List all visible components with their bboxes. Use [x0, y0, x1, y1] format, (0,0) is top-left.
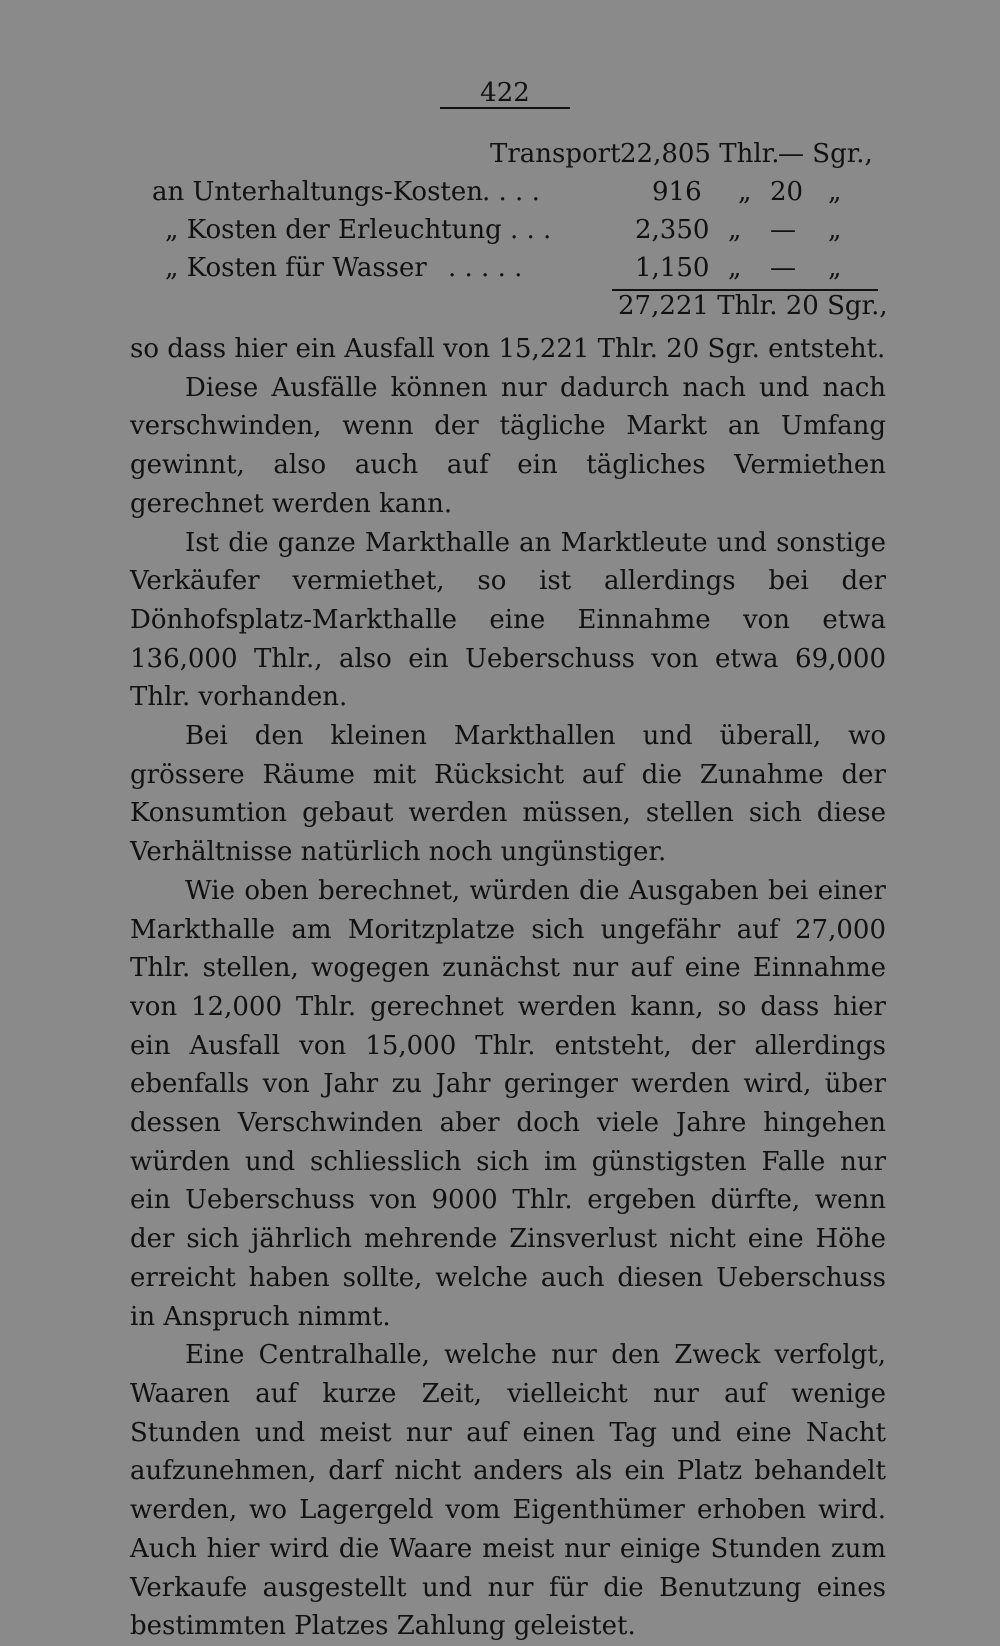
transport-thlr: 22,805 Thlr. [620, 139, 780, 169]
transport-sgr: — Sgr., [778, 139, 873, 169]
expense-label: an Unterhaltungs-Kosten [152, 177, 484, 207]
expense-total: 27,221 Thlr. 20 Sgr., [618, 291, 888, 321]
ditto-mark: „ [828, 215, 842, 245]
ditto-mark: „ [828, 253, 842, 283]
sum-rule [612, 289, 878, 291]
ditto-mark: „ [728, 215, 742, 245]
body-text [130, 330, 886, 1646]
total-row [130, 287, 890, 325]
paragraph: Eine Centralhalle, welche nur den Zweck verfolgt, Waaren auf kurze Zeit, vielleicht nur auf wenige Stunden und meist nur auf einen Tag und eine Nacht aufzunehmen, darf nicht anders als ein Platz behandelt werden, wo Lagergeld vom Eigenthümer erhoben wird. Auch hier wird die Waare meist nur einige Stunden zum Verkaufe ausgestellt und nur für die Benutzung eines bestimmten Platzes Zahlung geleistet. [130, 1340, 886, 1642]
paragraph: Diese Ausfälle können nur dadurch nach und nach verschwinden, wenn der tägliche Markt an Umfang gewinnt, also auch auf ein tägliches Vermiethen gerechnet werden kann. [130, 372, 886, 519]
paragraph: Wie oben berechnet, würden die Ausgaben bei einer Markthalle am Moritzplatze sich ungefähr auf 27,000 Thlr. stellen, wogegen zunächst nur auf eine Einnahme von 12,000 Thlr. gerechnet werden kann, so dass hier ein Ausfall von 15,000 Thlr. entsteht, der allerdings ebenfalls von Jahr zu Jahr geringer werden wird, über dessen Verschwinden aber doch viele Jahre hingehen würden und schliesslich sich im günstigsten Falle nur ein Ueberschuss von 9000 Thlr. ergeben dürfte, wenn der sich jährlich mehrende Zinsverlust nicht eine Höhe erreicht haben sollte, welche auch diesen Ueberschuss in Anspruch nimmt. [130, 875, 886, 1332]
expense-row [130, 211, 890, 249]
paragraph: Bei den kleinen Markthallen und überall, wo grössere Räume mit Rücksicht auf die Zunahme der Konsumtion gebaut werden müssen, stellen sich diese Verhältnisse natürlich noch ungünstiger. [130, 721, 886, 868]
expense-thlr: 2,350 [635, 215, 710, 245]
paragraph: Ist die ganze Markthalle an Marktleute und sonstige Verkäufer vermiethet, so ist allerdings bei der Dönhofsplatz-Markthalle eine Einnahme von etwa 136,000 Thlr., also ein Ueberschuss von etwa 69,000 Thlr. vorhanden. [130, 527, 886, 713]
expense-sgr: — [770, 253, 796, 283]
transport-row [130, 135, 890, 173]
ditto-mark: „ [828, 177, 842, 207]
expense-thlr: 916 [652, 177, 702, 207]
leader-dots: . . . . . [448, 253, 523, 283]
expense-row [130, 173, 890, 211]
header-rule [440, 107, 570, 109]
ditto-mark: „ [728, 253, 742, 283]
expense-account [130, 135, 890, 325]
expense-thlr: 1,150 [635, 253, 710, 283]
transport-label: Transport [490, 139, 621, 169]
expense-label: „ Kosten der Erleuchtung [165, 215, 502, 245]
leader-dots: . . . . [482, 177, 540, 207]
expense-sgr: — [770, 215, 796, 245]
paragraph: so dass hier ein Ausfall von 15,221 Thlr. 20 Sgr. entsteht. [130, 334, 886, 364]
ditto-mark: „ [738, 177, 752, 207]
expense-row [130, 249, 890, 287]
expense-label: „ Kosten für Wasser [165, 253, 427, 283]
expense-sgr: 20 [770, 177, 804, 207]
leader-dots: . . . [510, 215, 552, 245]
page-number: 422 [480, 78, 530, 108]
